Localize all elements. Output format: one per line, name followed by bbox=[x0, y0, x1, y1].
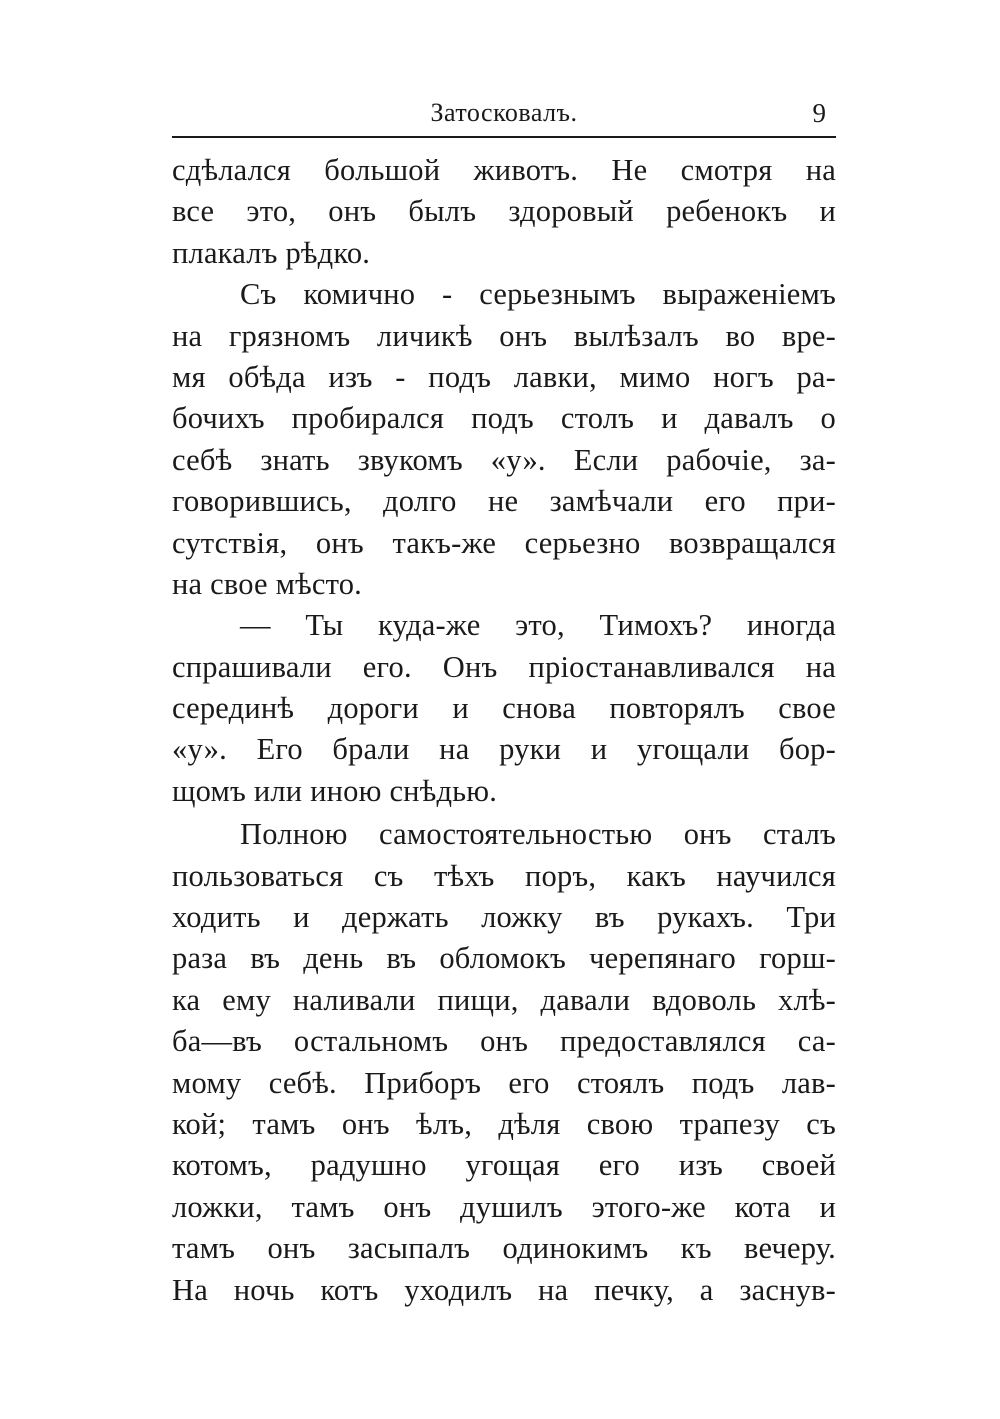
text-line: котомъ, радушно угощая его изъ своей bbox=[172, 1148, 836, 1183]
running-title: Затосковалъ. bbox=[430, 98, 578, 127]
text-line: мя обѣда изъ - подъ лавки, мимо ногъ ра- bbox=[172, 359, 836, 394]
text-line: раза въ день въ обломокъ черепянаго горш- bbox=[172, 941, 836, 976]
text-line: все это, онъ былъ здоровый ребенокъ и bbox=[172, 194, 836, 229]
text-line: Полною самостоятельностью онъ сталъ bbox=[240, 817, 836, 852]
text-line: — Ты куда-же это, Тимохъ? иногда bbox=[240, 608, 836, 643]
running-head bbox=[172, 98, 836, 134]
text-line: На ночь котъ уходилъ на печку, а заснув- bbox=[172, 1272, 836, 1307]
text-line: на свое мѣсто. bbox=[172, 566, 362, 601]
text-line: бочихъ пробирался подъ столъ и давалъ о bbox=[172, 401, 836, 436]
text-line: себѣ знать звукомъ «у». Если рабочіе, за- bbox=[172, 442, 836, 477]
text-line: ложки, тамъ онъ душилъ этого-же кота и bbox=[172, 1189, 836, 1224]
text-line: кой; тамъ онъ ѣлъ, дѣля свою трапезу съ bbox=[172, 1106, 836, 1141]
text-line: тамъ онъ засыпалъ одинокимъ къ вечеру. bbox=[172, 1231, 836, 1266]
header-rule bbox=[172, 136, 836, 138]
text-line: щомъ или иною снѣдью. bbox=[172, 773, 498, 808]
text-line: серединѣ дороги и снова повторялъ свое bbox=[172, 691, 836, 726]
text-line: сдѣлался большой животъ. Не смотря на bbox=[172, 153, 836, 187]
text-line: ходить и держать ложку въ рукахъ. Три bbox=[172, 900, 836, 935]
text-line: ба—въ остальномъ онъ предоставлялся са- bbox=[172, 1024, 836, 1059]
page-number: 9 bbox=[812, 98, 826, 128]
text-line: «у». Его брали на руки и угощали бор- bbox=[172, 732, 836, 767]
text-line: плакалъ рѣдко. bbox=[172, 235, 371, 270]
text-line: на грязномъ личикѣ онъ вылѣзалъ во вре- bbox=[172, 318, 836, 353]
text-line: ка ему наливали пищи, давали вдоволь хлѣ- bbox=[172, 982, 836, 1017]
text-line: говорившись, долго не замѣчали его при- bbox=[172, 484, 836, 519]
text-line: сутствія, онъ такъ-же серьезно возвращался bbox=[172, 525, 836, 560]
body-text bbox=[172, 150, 836, 1311]
text-line: пользоваться съ тѣхъ поръ, какъ научился bbox=[172, 858, 836, 893]
text-line: Съ комично - серьезнымъ выраженіемъ bbox=[240, 277, 836, 312]
text-line: мому себѣ. Приборъ его стоялъ подъ лав- bbox=[172, 1065, 836, 1100]
text-line: спрашивали его. Онъ пріостанавливался на bbox=[172, 649, 836, 684]
